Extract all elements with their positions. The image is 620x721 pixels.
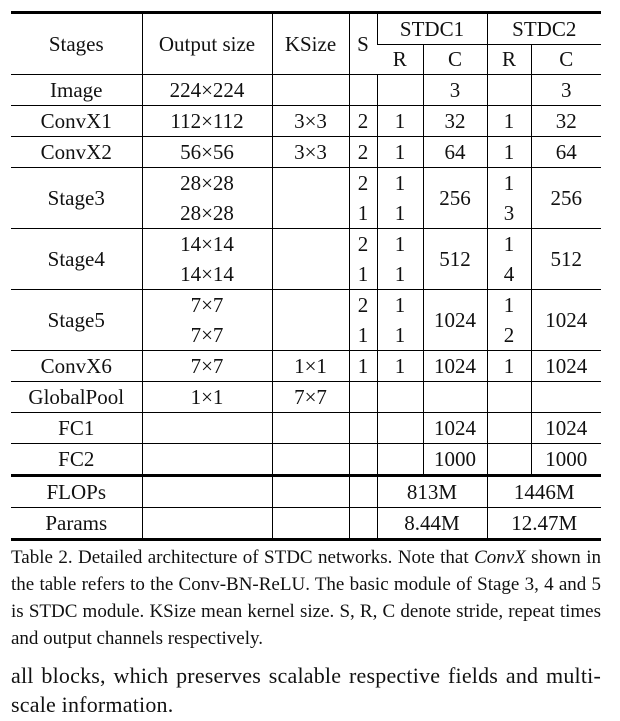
cell-stdc2-r-line: 3 <box>503 201 515 225</box>
cell-ksize: 3×3 <box>272 137 349 168</box>
header-row <box>11 13 601 45</box>
table-row <box>11 106 601 137</box>
header-stages: Stages <box>48 31 104 56</box>
cell-stdc2-r <box>487 290 531 351</box>
caption-prefix: Table 2. Detailed architecture of STDC networks. Note that <box>11 547 475 568</box>
cell-stdc1-c: 1024 <box>423 351 487 382</box>
header-ksize: KSize <box>272 13 349 75</box>
cell-stdc1-c: 64 <box>423 137 487 168</box>
cell-stride: 2 <box>349 137 377 168</box>
cell-stdc2-r <box>487 444 531 476</box>
cell-output-size <box>142 290 272 351</box>
cell-stdc2-c: 64 <box>531 137 601 168</box>
cell-ksize <box>272 290 349 351</box>
cell-stride-line: 1 <box>357 323 369 347</box>
cell-stride-line: 2 <box>357 232 369 256</box>
cell-stdc1-r-line: 1 <box>394 232 406 256</box>
cell-stride: 2 <box>349 106 377 137</box>
table-row <box>11 351 601 382</box>
cell-stdc2-c: 256 <box>531 168 601 229</box>
cell-stride: 1 <box>349 351 377 382</box>
cell-output-size: 56×56 <box>142 137 272 168</box>
cell-stdc2-c: 1024 <box>531 351 601 382</box>
header-stdc2-r: R <box>487 45 531 75</box>
table-row <box>11 444 601 476</box>
cell-stride-line: 1 <box>357 201 369 225</box>
cell-output-size <box>142 476 272 508</box>
cell-stdc2-r <box>487 229 531 290</box>
cell-stdc1-r <box>377 75 423 106</box>
cell-stdc1-r-line: 1 <box>394 171 406 195</box>
cell-stride-line: 1 <box>357 262 369 286</box>
cell-output-size <box>142 444 272 476</box>
cell-stdc1-c: 1024 <box>423 290 487 351</box>
cell-stdc2-r <box>487 168 531 229</box>
cell-stage: Stage4 <box>47 246 105 271</box>
cell-ksize <box>272 413 349 444</box>
cell-ksize <box>272 168 349 229</box>
cell-stride <box>349 290 377 351</box>
cell-stdc1-r <box>377 168 423 229</box>
header-output-size: Output size <box>142 13 272 75</box>
cell-stdc1-r: 1 <box>377 106 423 137</box>
cell-stdc1-r-line: 1 <box>394 262 406 286</box>
cell-stdc2-r-line: 2 <box>503 323 515 347</box>
cell-output-size-line: 28×28 <box>180 201 234 225</box>
cell-stdc1-c: 1000 <box>423 444 487 476</box>
cell-stdc1-c: 256 <box>423 168 487 229</box>
table-row <box>11 382 601 413</box>
table-row <box>11 75 601 106</box>
cell-stdc1-c: 1024 <box>423 413 487 444</box>
table-body <box>11 75 601 540</box>
cell-output-size <box>142 229 272 290</box>
header-stdc2: STDC2 <box>487 13 601 45</box>
cell-stage: ConvX1 <box>40 108 112 133</box>
cell-stdc1-r <box>377 413 423 444</box>
cell-stride <box>349 476 377 508</box>
table-caption <box>11 544 601 652</box>
cell-stdc1-total: 8.44M <box>377 508 487 540</box>
cell-stdc2-r-line: 1 <box>503 171 515 195</box>
cell-stdc2-r <box>487 75 531 106</box>
header-stdc1-c: C <box>423 45 487 75</box>
architecture-table <box>11 11 601 541</box>
cell-stdc1-total: 813M <box>377 476 487 508</box>
summary-row <box>11 508 601 540</box>
cell-output-size-line: 7×7 <box>190 293 224 317</box>
cell-output-size <box>142 508 272 540</box>
cell-stdc2-total: 1446M <box>487 476 601 508</box>
cell-stdc2-c: 3 <box>531 75 601 106</box>
cell-stage: FC2 <box>58 446 95 471</box>
cell-stage: Stage5 <box>47 307 105 332</box>
cell-summary-label: FLOPs <box>46 479 107 504</box>
cell-stdc2-c: 1000 <box>531 444 601 476</box>
cell-stdc1-r <box>377 444 423 476</box>
cell-stdc2-r: 1 <box>487 137 531 168</box>
cell-stdc1-c: 512 <box>423 229 487 290</box>
cell-ksize <box>272 444 349 476</box>
table-row <box>11 229 601 290</box>
cell-ksize <box>272 229 349 290</box>
header-stdc1: STDC1 <box>377 13 487 45</box>
caption-suffix: shown in the table refers to the Conv-BN-ReLU. The basic module of Stage 3, 4 and 5 is STDC module. KSize mean kernel size. S, R, C denote stride, repeat times and output channels respectively. <box>11 547 601 649</box>
paper-page <box>11 11 601 719</box>
cell-stage: Image <box>50 77 103 102</box>
cell-stride <box>349 168 377 229</box>
cell-stdc1-r <box>377 290 423 351</box>
cell-stdc1-r: 1 <box>377 351 423 382</box>
cell-stdc2-r: 1 <box>487 106 531 137</box>
cell-stdc2-c: 1024 <box>531 290 601 351</box>
cell-ksize: 3×3 <box>272 106 349 137</box>
table-row <box>11 413 601 444</box>
cell-stride <box>349 229 377 290</box>
cell-stage: FC1 <box>58 415 95 440</box>
cell-output-size: 224×224 <box>142 75 272 106</box>
cell-stdc1-r <box>377 229 423 290</box>
cell-stdc2-r <box>487 413 531 444</box>
cell-stdc2-c <box>531 382 601 413</box>
cell-stdc2-total: 12.47M <box>487 508 601 540</box>
body-paragraph: all blocks, which preserves scalable respective fields and multi-scale information. <box>11 663 601 717</box>
cell-stdc2-r: 1 <box>487 351 531 382</box>
cell-stride <box>349 444 377 476</box>
table-row <box>11 168 601 229</box>
header-stdc1-r: R <box>377 45 423 75</box>
cell-output-size <box>142 413 272 444</box>
cell-stage: GlobalPool <box>28 384 125 409</box>
cell-stride-line: 2 <box>357 171 369 195</box>
cell-stride <box>349 382 377 413</box>
cell-ksize <box>272 508 349 540</box>
table-row <box>11 137 601 168</box>
cell-stdc2-r <box>487 382 531 413</box>
cell-output-size: 112×112 <box>142 106 272 137</box>
cell-stage: ConvX2 <box>40 139 112 164</box>
cell-stdc2-c: 32 <box>531 106 601 137</box>
summary-row <box>11 476 601 508</box>
cell-output-size-line: 14×14 <box>180 262 234 286</box>
cell-stdc1-r-line: 1 <box>394 323 406 347</box>
cell-stdc1-r-line: 1 <box>394 201 406 225</box>
cell-ksize <box>272 476 349 508</box>
header-stride: S <box>349 13 377 75</box>
cell-ksize <box>272 75 349 106</box>
cell-stdc1-r: 1 <box>377 137 423 168</box>
cell-stride-line: 2 <box>357 293 369 317</box>
caption-italic: ConvX <box>474 547 526 568</box>
table-row <box>11 290 601 351</box>
cell-stride <box>349 508 377 540</box>
header-stdc2-c: C <box>531 45 601 75</box>
cell-ksize: 7×7 <box>272 382 349 413</box>
cell-stage: Stage3 <box>47 185 105 210</box>
cell-output-size-line: 28×28 <box>180 171 234 195</box>
cell-output-size <box>142 168 272 229</box>
cell-stdc2-c: 512 <box>531 229 601 290</box>
cell-output-size-line: 14×14 <box>180 232 234 256</box>
cell-summary-label: Params <box>45 510 108 535</box>
cell-stdc2-r-line: 4 <box>503 262 515 286</box>
cell-stdc1-r <box>377 382 423 413</box>
cell-ksize: 1×1 <box>272 351 349 382</box>
cell-stdc1-r-line: 1 <box>394 293 406 317</box>
cell-stage: ConvX6 <box>40 353 112 378</box>
cell-output-size-line: 7×7 <box>190 323 224 347</box>
cell-stdc1-c: 3 <box>423 75 487 106</box>
cell-output-size: 7×7 <box>142 351 272 382</box>
cell-stdc2-r-line: 1 <box>503 232 515 256</box>
cell-output-size: 1×1 <box>142 382 272 413</box>
cell-stdc1-c <box>423 382 487 413</box>
cell-stride <box>349 413 377 444</box>
cell-stride <box>349 75 377 106</box>
cell-stdc2-r-line: 1 <box>503 293 515 317</box>
cell-stdc2-c: 1024 <box>531 413 601 444</box>
cell-stdc1-c: 32 <box>423 106 487 137</box>
